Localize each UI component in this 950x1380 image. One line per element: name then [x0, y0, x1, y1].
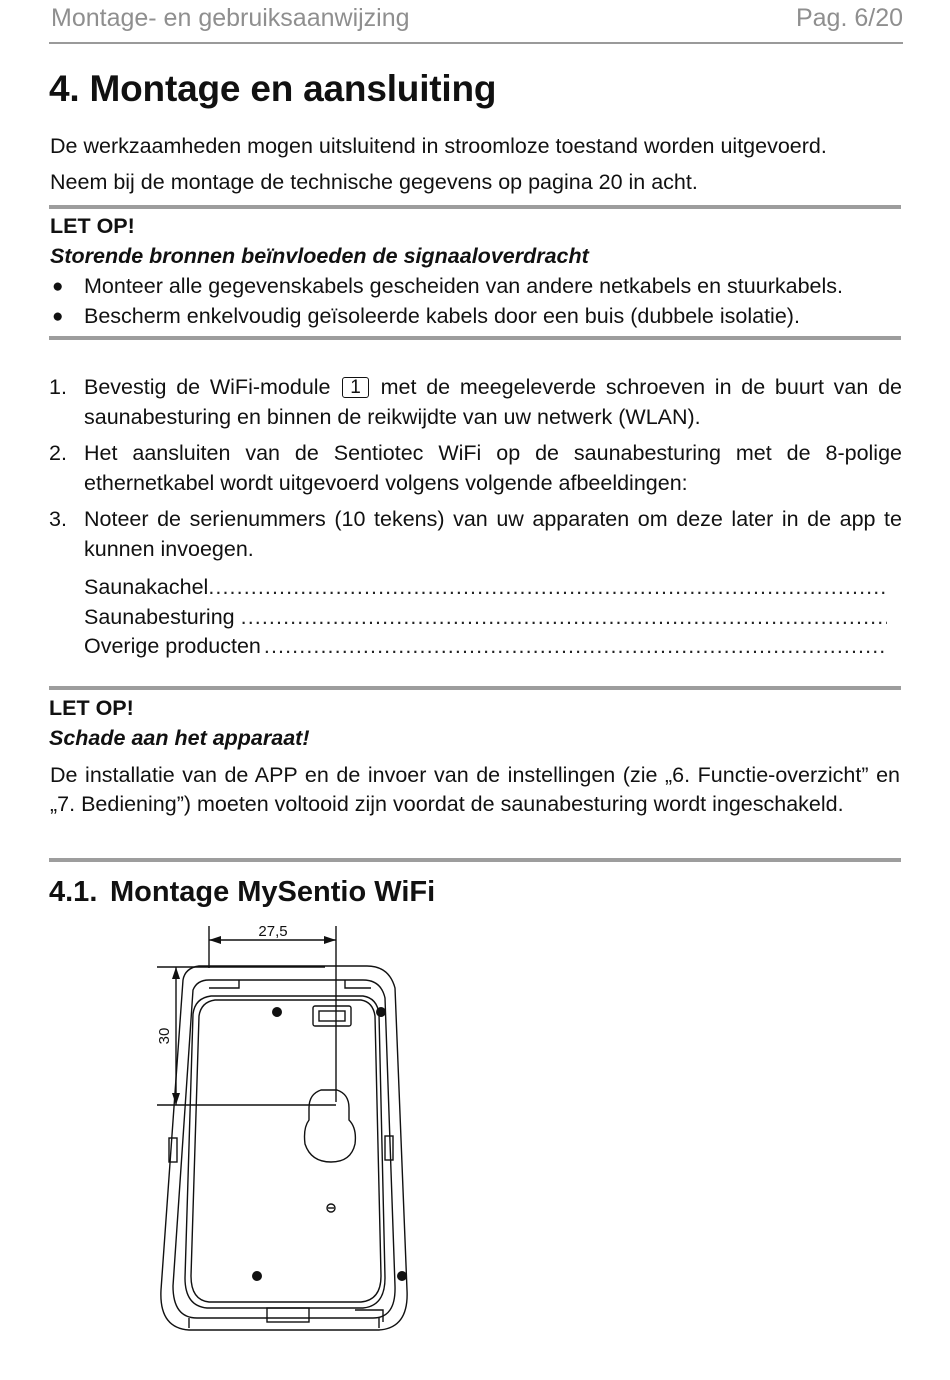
subsection-number: 4.1.: [49, 876, 98, 908]
bullet-text: Monteer alle gegevenskabels gescheiden van andere netkabels en stuurkabels.: [84, 274, 843, 298]
warning-label: LET OP!: [50, 214, 135, 238]
wifi-module-outline: [161, 966, 407, 1330]
serial-label: Overige producten: [84, 634, 261, 658]
subsection-heading: [49, 876, 435, 909]
bullet-dot: ●: [52, 276, 64, 297]
serial-label: Saunakachel: [84, 575, 209, 599]
bullet-dot: ●: [52, 306, 64, 327]
height-dimension-label: 30: [156, 1027, 173, 1045]
dotted-leader: [264, 632, 887, 661]
notice-text: De installatie van de APP en de invoer van de instellingen (zie „6. Functie-overzicht” en „7. Bediening”) moeten voltooid zijn voordat de saunabesturing wordt ingeschakeld.: [50, 763, 900, 816]
section-heading: 4. Montage en aansluiting: [49, 68, 497, 109]
component-reference: 1: [342, 377, 369, 398]
document-title: Montage- en gebruiksaanwijzing: [51, 4, 410, 32]
step-text-end: met de meegeleverde schroeven in de buurt van de saunabesturing en binnen de reikwijdte van uw netwerk (WLAN).: [84, 375, 902, 429]
width-dimension-label: 27,5: [258, 923, 288, 940]
subsection-title: Montage MySentio WiFi: [110, 876, 436, 908]
step-text-start: Bevestig de WiFi-module: [84, 375, 331, 399]
serial-entry: [84, 632, 887, 661]
notice-subtitle: Schade aan het apparaat!: [49, 726, 310, 750]
step-number: 1.: [49, 375, 67, 399]
warning-subtitle: Storende bronnen beïnvloeden de signaaloverdracht: [50, 244, 589, 268]
step-number: 3.: [49, 507, 67, 531]
dimension-lines: [157, 926, 336, 1105]
notice-rule-bottom: [49, 858, 901, 862]
notice-rule-top: [49, 686, 901, 690]
warning-rule-bottom: [49, 336, 901, 340]
intro-line-2: Neem bij de montage de technische gegevens op pagina 20 in acht.: [50, 170, 698, 194]
step-number: 2.: [49, 441, 67, 465]
serial-entry: [84, 573, 887, 602]
step-text: Noteer de serienummers (10 tekens) van uw apparaten om deze later in de app te kunnen invoegen.: [84, 507, 902, 561]
step-text: Het aansluiten van de Sentiotec WiFi op de saunabesturing met de 8-polige ethernetkabel wordt uitgevoerd volgens volgende afbeeldingen:: [84, 441, 902, 495]
serial-label: Saunabesturing: [84, 605, 235, 629]
page-number: Pag. 6/20: [795, 4, 903, 32]
dotted-leader: [241, 603, 887, 632]
header-rule: [49, 42, 903, 44]
wifi-module-mounting-drawing: [149, 918, 479, 1338]
notice-label: LET OP!: [49, 696, 134, 720]
intro-line-1: De werkzaamheden mogen uitsluitend in stroomloze toestand worden uitgevoerd.: [50, 134, 827, 158]
serial-entry: [84, 603, 887, 632]
running-header: [49, 4, 901, 40]
dotted-leader: [208, 573, 887, 602]
step-text: [84, 372, 902, 432]
bullet-text: Bescherm enkelvoudig geïsoleerde kabels door een buis (dubbele isolatie).: [84, 304, 800, 328]
warning-rule-top: [49, 205, 901, 209]
